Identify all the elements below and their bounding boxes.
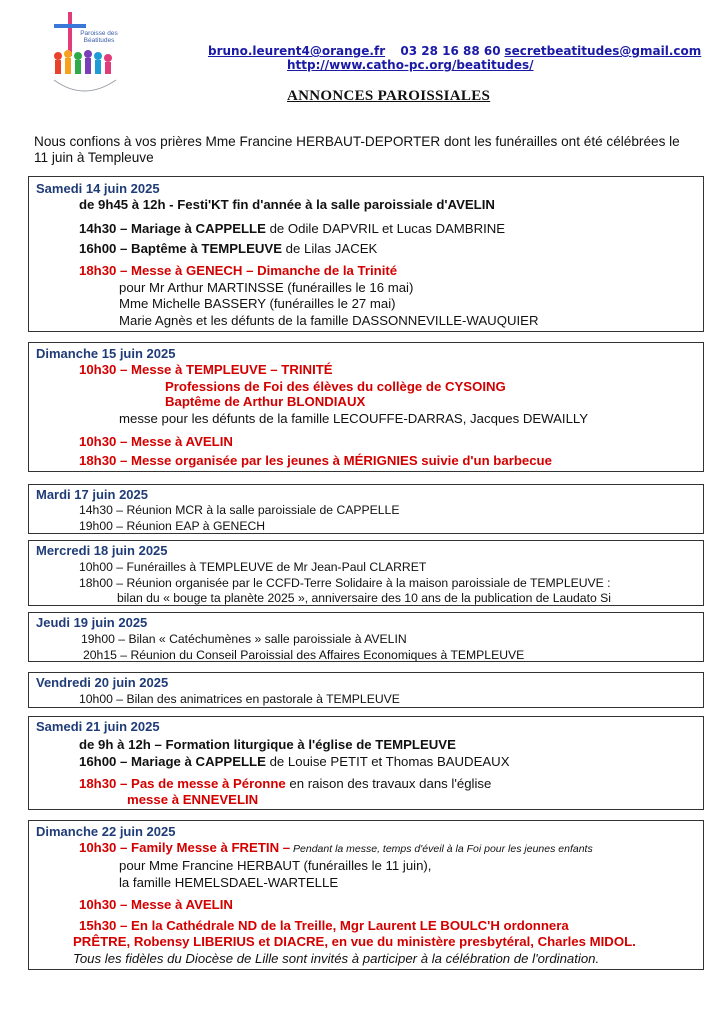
parish-logo xyxy=(46,10,124,102)
day-heading: Dimanche 15 juin 2025 xyxy=(36,346,176,361)
section-sun-22 xyxy=(28,820,704,970)
event-line: 16h00 – Mariage à CAPPELLE de Louise PETIT et Thomas BAUDEAUX xyxy=(79,754,510,769)
day-heading: Mardi 17 juin 2025 xyxy=(36,487,148,502)
contact-line xyxy=(208,44,701,58)
event-line: 10h00 – Funérailles à TEMPLEUVE de Mr Jean-Paul CLARRET xyxy=(79,560,427,574)
event-line: 19h00 – Bilan « Catéchumènes » salle paroissiale à AVELIN xyxy=(81,632,407,646)
event-line: 19h00 – Réunion EAP à GENECH xyxy=(79,519,266,533)
event-line: PRÊTRE, Robensy LIBERIUS et DIACRE, en vue du ministère presbytéral, Charles MIDOL. xyxy=(73,934,636,949)
event-line: Baptême de Arthur BLONDIAUX xyxy=(165,394,366,409)
event-line: 14h30 – Réunion MCR à la salle paroissiale de CAPPELLE xyxy=(79,503,400,517)
section-wed-18 xyxy=(28,540,704,606)
day-heading: Samedi 21 juin 2025 xyxy=(36,719,160,734)
event-line: Mme Michelle BASSERY (funérailles le 27 mai) xyxy=(119,296,396,311)
logo-text: Paroisse des Béatitudes xyxy=(80,30,118,44)
event-line: 10h00 – Bilan des animatrices en pastorale à TEMPLEUVE xyxy=(79,692,400,706)
section-thu-19 xyxy=(28,612,704,662)
event-line: bilan du « bouge ta planète 2025 », anniversaire des 10 ans de la publication de Laudato Si xyxy=(117,591,611,605)
event-line: Tous les fidèles du Diocèse de Lille sont invités à participer à la célébration de l'ordination. xyxy=(73,951,600,966)
event-line: de 9h45 à 12h - Festi'KT fin d'année à la salle paroissiale d'AVELIN xyxy=(79,197,495,212)
section-fri-20 xyxy=(28,672,704,708)
section-sat-14 xyxy=(28,176,704,332)
intro-text: Nous confions à vos prières Mme Francine HERBAUT-DEPORTER dont les funérailles ont été célébrées le 11 juin à Templeuve xyxy=(34,134,680,165)
email-link-1[interactable]: bruno.leurent4@orange.fr xyxy=(208,44,386,58)
event-line: Marie Agnès et les défunts de la famille DASSONNEVILLE-WAUQUIER xyxy=(119,313,539,328)
website-line xyxy=(287,58,534,72)
event-line: 18h00 – Réunion organisée par le CCFD-Terre Solidaire à la maison paroissiale de TEMPLEUVE : xyxy=(79,576,611,590)
event-line: messe à ENNEVELIN xyxy=(127,792,259,807)
event-line: 18h30 – Pas de messe à Péronne en raison des travaux dans l'église xyxy=(79,776,492,791)
website-link[interactable]: http://www.catho-pc.org/beatitudes/ xyxy=(287,58,534,72)
event-line: la famille HEMELSDAEL-WARTELLE xyxy=(119,875,339,890)
event-line: Professions de Foi des élèves du collège de CYSOING xyxy=(165,379,506,394)
phone-number: 03 28 16 88 60 xyxy=(400,44,501,58)
event-line: pour Mr Arthur MARTINSSE (funérailles le 16 mai) xyxy=(119,280,414,295)
section-sat-21 xyxy=(28,716,704,810)
day-heading: Mercredi 18 juin 2025 xyxy=(36,543,168,558)
event-line: 18h30 – Messe à GENECH – Dimanche de la Trinité xyxy=(79,263,398,278)
event-line: 18h30 – Messe organisée par les jeunes à MÉRIGNIES suivie d'un barbecue xyxy=(79,453,552,468)
event-line: 10h30 – Messe à AVELIN xyxy=(79,434,233,449)
day-heading: Vendredi 20 juin 2025 xyxy=(36,675,169,690)
day-heading: Dimanche 22 juin 2025 xyxy=(36,824,176,839)
event-line: de 9h à 12h – Formation liturgique à l'église de TEMPLEUVE xyxy=(79,737,456,752)
event-line: 20h15 – Réunion du Conseil Paroissial des Affaires Economiques à TEMPLEUVE xyxy=(83,648,525,662)
day-heading: Jeudi 19 juin 2025 xyxy=(36,615,148,630)
page-title: ANNONCES PAROISSIALES xyxy=(287,88,491,104)
event-line: 10h30 – Messe à TEMPLEUVE – TRINITÉ xyxy=(79,362,333,377)
event-line: pour Mme Francine HERBAUT (funérailles le 11 juin), xyxy=(119,858,432,873)
event-line: 16h00 – Baptême à TEMPLEUVE de Lilas JACEK xyxy=(79,241,378,256)
event-line: 15h30 – En la Cathédrale ND de la Treille, Mgr Laurent LE BOULC'H ordonnera xyxy=(79,918,569,933)
email-link-2[interactable]: secretbeatitudes@gmail.com xyxy=(504,44,702,58)
day-heading: Samedi 14 juin 2025 xyxy=(36,181,160,196)
event-line: 10h30 – Family Messe à FRETIN – Pendant la messe, temps d'éveil à la Foi pour les jeunes enfants xyxy=(79,840,593,855)
event-line: 10h30 – Messe à AVELIN xyxy=(79,897,233,912)
section-tue-17 xyxy=(28,484,704,534)
section-sun-15 xyxy=(28,342,704,472)
event-line: 14h30 – Mariage à CAPPELLE de Odile DAPVRIL et Lucas DAMBRINE xyxy=(79,221,506,236)
event-line: messe pour les défunts de la famille LECOUFFE-DARRAS, Jacques DEWAILLY xyxy=(119,411,589,426)
